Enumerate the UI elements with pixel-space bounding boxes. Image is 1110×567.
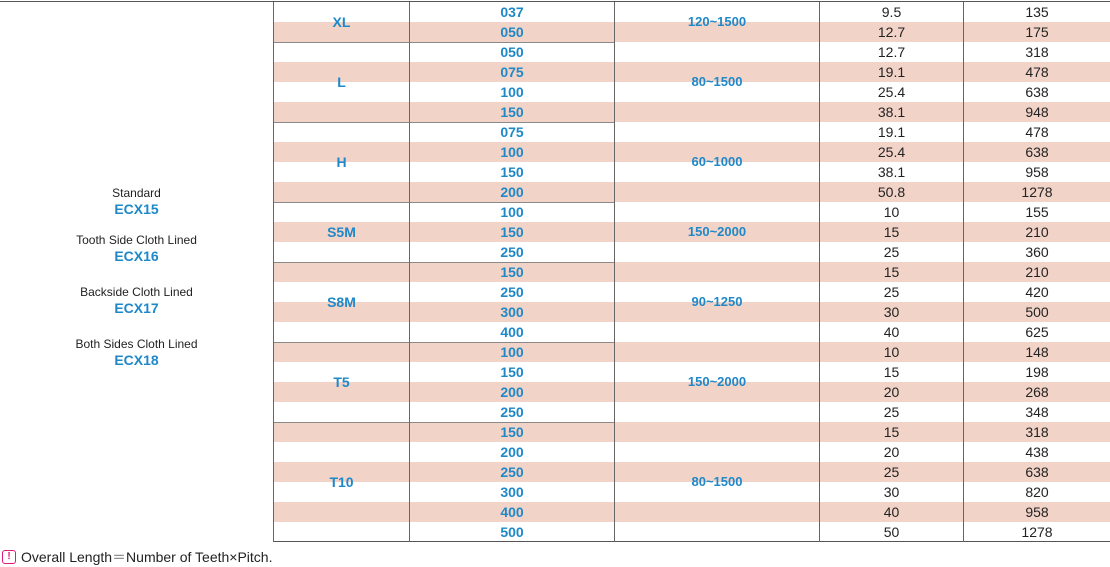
- length-cell: 135: [1025, 4, 1049, 20]
- pitch-cell: 25: [883, 464, 900, 480]
- series-label: Tooth Side Cloth Lined: [76, 233, 197, 247]
- pitch-cell: 38.1: [877, 104, 906, 120]
- series-code: ECX16: [114, 248, 159, 264]
- pitch-cell: 40: [883, 324, 900, 340]
- length-cell: 1278: [1021, 184, 1053, 200]
- width-range-cell: 120~1500: [687, 14, 747, 29]
- length-cell: 820: [1025, 484, 1049, 500]
- belt-type-cell: H: [336, 154, 347, 170]
- length-cell: 625: [1025, 324, 1049, 340]
- width-range-cell: 90~1250: [691, 294, 743, 309]
- belt-type-cell: T5: [333, 374, 350, 390]
- series-label: Backside Cloth Lined: [80, 285, 193, 299]
- pitch-cell: 15: [883, 364, 900, 380]
- model-code-cell: 400: [500, 324, 524, 340]
- series-entry: [0, 233, 273, 285]
- length-cell: 478: [1025, 64, 1049, 80]
- series-label: Both Sides Cloth Lined: [75, 337, 198, 351]
- pitch-cell: 10: [883, 344, 900, 360]
- model-code-cell: 150: [500, 364, 524, 380]
- length-cell: 958: [1025, 164, 1049, 180]
- length-cell: 638: [1025, 84, 1049, 100]
- model-code-cell: 150: [500, 104, 524, 120]
- model-code-cell: 075: [500, 124, 524, 140]
- length-cell: 155: [1025, 204, 1049, 220]
- pitch-cell: 20: [883, 384, 900, 400]
- model-code-cell: 300: [500, 484, 524, 500]
- width-range-cell: 80~1500: [691, 474, 743, 489]
- pitch-cell: 20: [883, 444, 900, 460]
- pitch-cell: 25: [883, 244, 900, 260]
- pitch-cell: 15: [883, 224, 900, 240]
- pitch-cell: 30: [883, 484, 900, 500]
- model-code-cell: 250: [500, 464, 524, 480]
- belt-type-cell: T10: [329, 474, 354, 490]
- model-code-cell: 100: [500, 84, 524, 100]
- model-code-cell: 250: [500, 284, 524, 300]
- length-cell: 500: [1025, 304, 1049, 320]
- model-code-cell: 300: [500, 304, 524, 320]
- width-range-cell: 150~2000: [687, 374, 747, 389]
- model-code-cell: 050: [500, 44, 524, 60]
- series-code: ECX18: [114, 352, 159, 368]
- pitch-cell: 30: [883, 304, 900, 320]
- length-cell: 210: [1025, 224, 1049, 240]
- model-code-cell: 150: [500, 224, 524, 240]
- length-cell: 318: [1025, 424, 1049, 440]
- model-code-cell: 050: [500, 24, 524, 40]
- model-code-cell: 150: [500, 424, 524, 440]
- series-entry: [0, 337, 273, 369]
- model-code-cell: 200: [500, 444, 524, 460]
- pitch-cell: 50.8: [877, 184, 906, 200]
- length-cell: 348: [1025, 404, 1049, 420]
- pitch-cell: 40: [883, 504, 900, 520]
- length-cell: 478: [1025, 124, 1049, 140]
- pitch-cell: 19.1: [877, 64, 906, 80]
- model-code-cell: 100: [500, 344, 524, 360]
- belt-type-cell: L: [337, 74, 346, 90]
- belt-type-cell: S5M: [327, 224, 356, 240]
- width-range-cell: 150~2000: [687, 224, 747, 239]
- belt-type-cell: XL: [332, 14, 351, 30]
- model-code-cell: 250: [500, 404, 524, 420]
- model-code-cell: 075: [500, 64, 524, 80]
- series-list: [0, 186, 273, 369]
- width-range-cell: 60~1000: [691, 154, 743, 169]
- pitch-cell: 12.7: [877, 44, 906, 60]
- length-cell: 420: [1025, 284, 1049, 300]
- length-cell: 438: [1025, 444, 1049, 460]
- model-code-cell: 100: [500, 144, 524, 160]
- series-code: ECX15: [114, 201, 159, 217]
- length-cell: 198: [1025, 364, 1049, 380]
- footnote: [2, 547, 273, 567]
- model-code-cell: 200: [500, 384, 524, 400]
- pitch-cell: 25: [883, 284, 900, 300]
- pitch-cell: 25.4: [877, 84, 906, 100]
- pitch-cell: 19.1: [877, 124, 906, 140]
- model-code-cell: 400: [500, 504, 524, 520]
- series-entry: [0, 186, 273, 233]
- pitch-cell: 15: [883, 424, 900, 440]
- series-entry: [0, 285, 273, 337]
- length-cell: 638: [1025, 144, 1049, 160]
- model-code-cell: 150: [500, 164, 524, 180]
- length-cell: 948: [1025, 104, 1049, 120]
- length-cell: 638: [1025, 464, 1049, 480]
- series-label: Standard: [112, 186, 161, 200]
- length-cell: 958: [1025, 504, 1049, 520]
- model-code-cell: 100: [500, 204, 524, 220]
- pitch-cell: 12.7: [877, 24, 906, 40]
- belt-type-cell: S8M: [327, 294, 356, 310]
- exclamation-icon: !: [2, 550, 16, 564]
- pitch-cell: 10: [883, 204, 900, 220]
- pitch-cell: 25.4: [877, 144, 906, 160]
- model-code-cell: 500: [500, 524, 524, 540]
- length-cell: 210: [1025, 264, 1049, 280]
- model-code-cell: 037: [500, 4, 524, 20]
- width-range-cell: 80~1500: [691, 74, 743, 89]
- length-cell: 148: [1025, 344, 1049, 360]
- pitch-cell: 50: [883, 524, 900, 540]
- length-cell: 175: [1025, 24, 1049, 40]
- model-code-cell: 250: [500, 244, 524, 260]
- pitch-cell: 25: [883, 404, 900, 420]
- model-code-cell: 150: [500, 264, 524, 280]
- length-cell: 1278: [1021, 524, 1053, 540]
- pitch-cell: 38.1: [877, 164, 906, 180]
- length-cell: 318: [1025, 44, 1049, 60]
- pitch-cell: 15: [883, 264, 900, 280]
- length-cell: 268: [1025, 384, 1049, 400]
- length-cell: 360: [1025, 244, 1049, 260]
- footnote-text: Overall Length＝Number of Teeth×Pitch.: [21, 549, 273, 565]
- model-code-cell: 200: [500, 184, 524, 200]
- pitch-cell: 9.5: [881, 4, 902, 20]
- series-code: ECX17: [114, 300, 159, 316]
